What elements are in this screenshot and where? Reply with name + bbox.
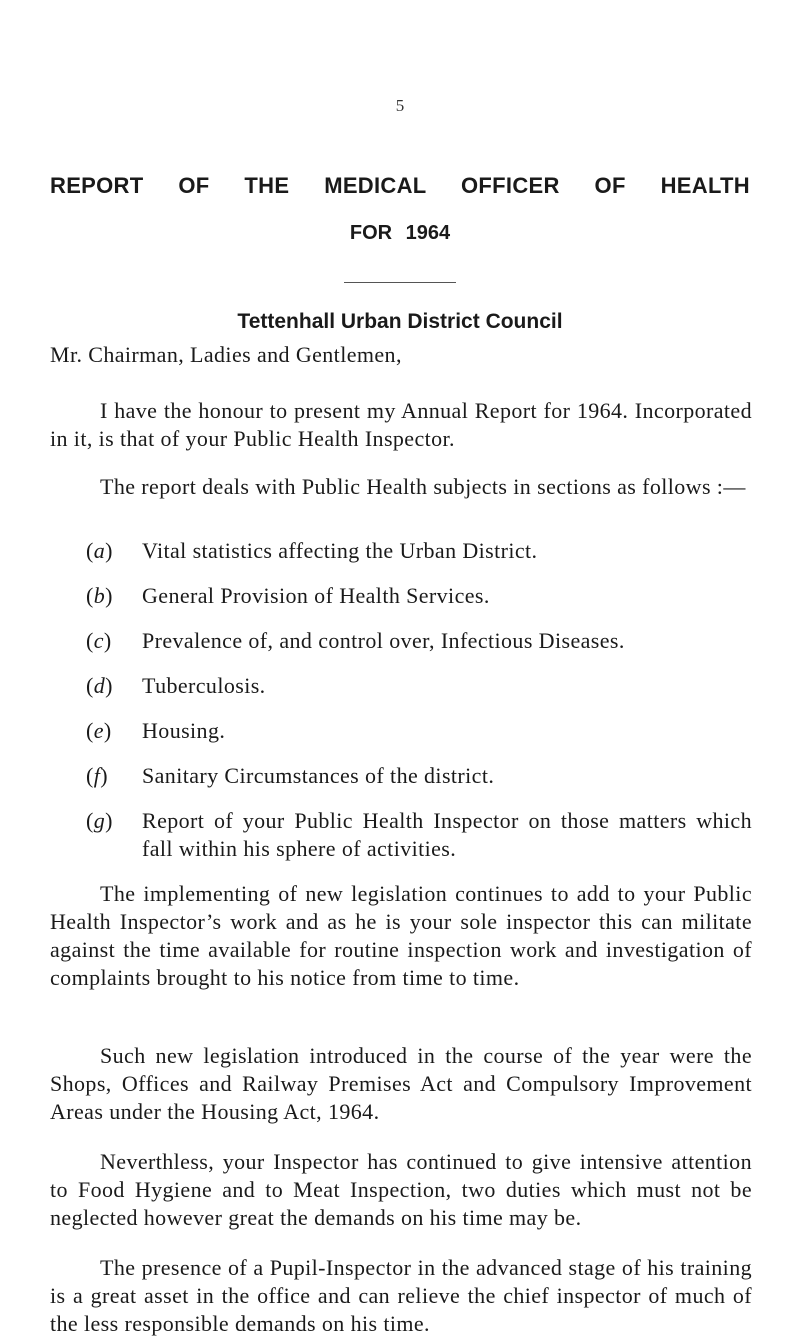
salutation [50, 341, 752, 369]
list-item [86, 627, 752, 655]
list-item-text: Sanitary Circumstances of the district. [142, 763, 495, 788]
divider-rule [344, 282, 456, 283]
nevertheless-paragraph [50, 1148, 752, 1232]
salutation-text: Mr. Chairman, Ladies and Gentlemen, [50, 342, 402, 367]
new-legislation-text: Such new legislation introduced in the course of the year were the Shops, Offices and Railway Premises Act and Compulsory Improvement Areas under the Housing Act, 1964. [50, 1043, 752, 1124]
sections-intro-paragraph [50, 473, 752, 501]
list-item [86, 582, 752, 610]
list-item-marker: (e) [86, 718, 112, 743]
list-item [86, 672, 752, 700]
list-item [86, 762, 752, 790]
council-name: Tettenhall Urban District Council [237, 310, 563, 333]
list-item-text: Tuberculosis. [142, 673, 266, 698]
list-item-text: Housing. [142, 718, 226, 743]
list-item-marker: (g) [86, 808, 113, 833]
list-item-marker: (a) [86, 538, 113, 563]
list-item-text: Prevalence of, and control over, Infectious Diseases. [142, 628, 625, 653]
list-item-text: Vital statistics affecting the Urban District. [142, 538, 538, 563]
page-number: 5 [395, 96, 405, 115]
list-item-marker: (b) [86, 583, 113, 608]
pupil-inspector-paragraph [50, 1254, 752, 1338]
sections-intro-text: The report deals with Public Health subjects in sections as follows :— [100, 474, 746, 499]
legislation-text: The implementing of new legislation continues to add to your Public Health Inspector’s work and as he is your sole inspector this can militate against the time available for routine inspection work and investigation of complaints brought to his notice from time to time. [50, 881, 752, 990]
list-item-marker: (f) [86, 763, 108, 788]
list-item [86, 807, 752, 863]
pupil-inspector-text: The presence of a Pupil-Inspector in the advanced stage of his training is a great asset in the office and can relieve the chief inspector of much of the less responsible demands on his time. [50, 1255, 752, 1336]
report-year: FOR 1964 [349, 222, 451, 244]
nevertheless-text: Neverthless, your Inspector has continued to give intensive attention to Food Hygiene and to Meat Inspection, two duties which must not be neglected however great the demands on his time may be. [50, 1149, 752, 1230]
report-title: REPORT OF THE MEDICAL OFFICER OF HEALTH [50, 173, 750, 198]
list-item-text: Report of your Public Health Inspector on those matters which fall within his sphere of activities. [142, 808, 752, 861]
list-item-marker: (c) [86, 628, 112, 653]
intro-text: I have the honour to present my Annual Report for 1964. Incorporated in it, is that of your Public Health Inspector. [50, 398, 752, 451]
legislation-paragraph [50, 880, 752, 992]
list-item [86, 717, 752, 745]
list-item-text: General Provision of Health Services. [142, 583, 490, 608]
new-legislation-paragraph [50, 1042, 752, 1126]
list-item-marker: (d) [86, 673, 113, 698]
intro-paragraph [50, 397, 752, 453]
list-item [86, 537, 752, 565]
